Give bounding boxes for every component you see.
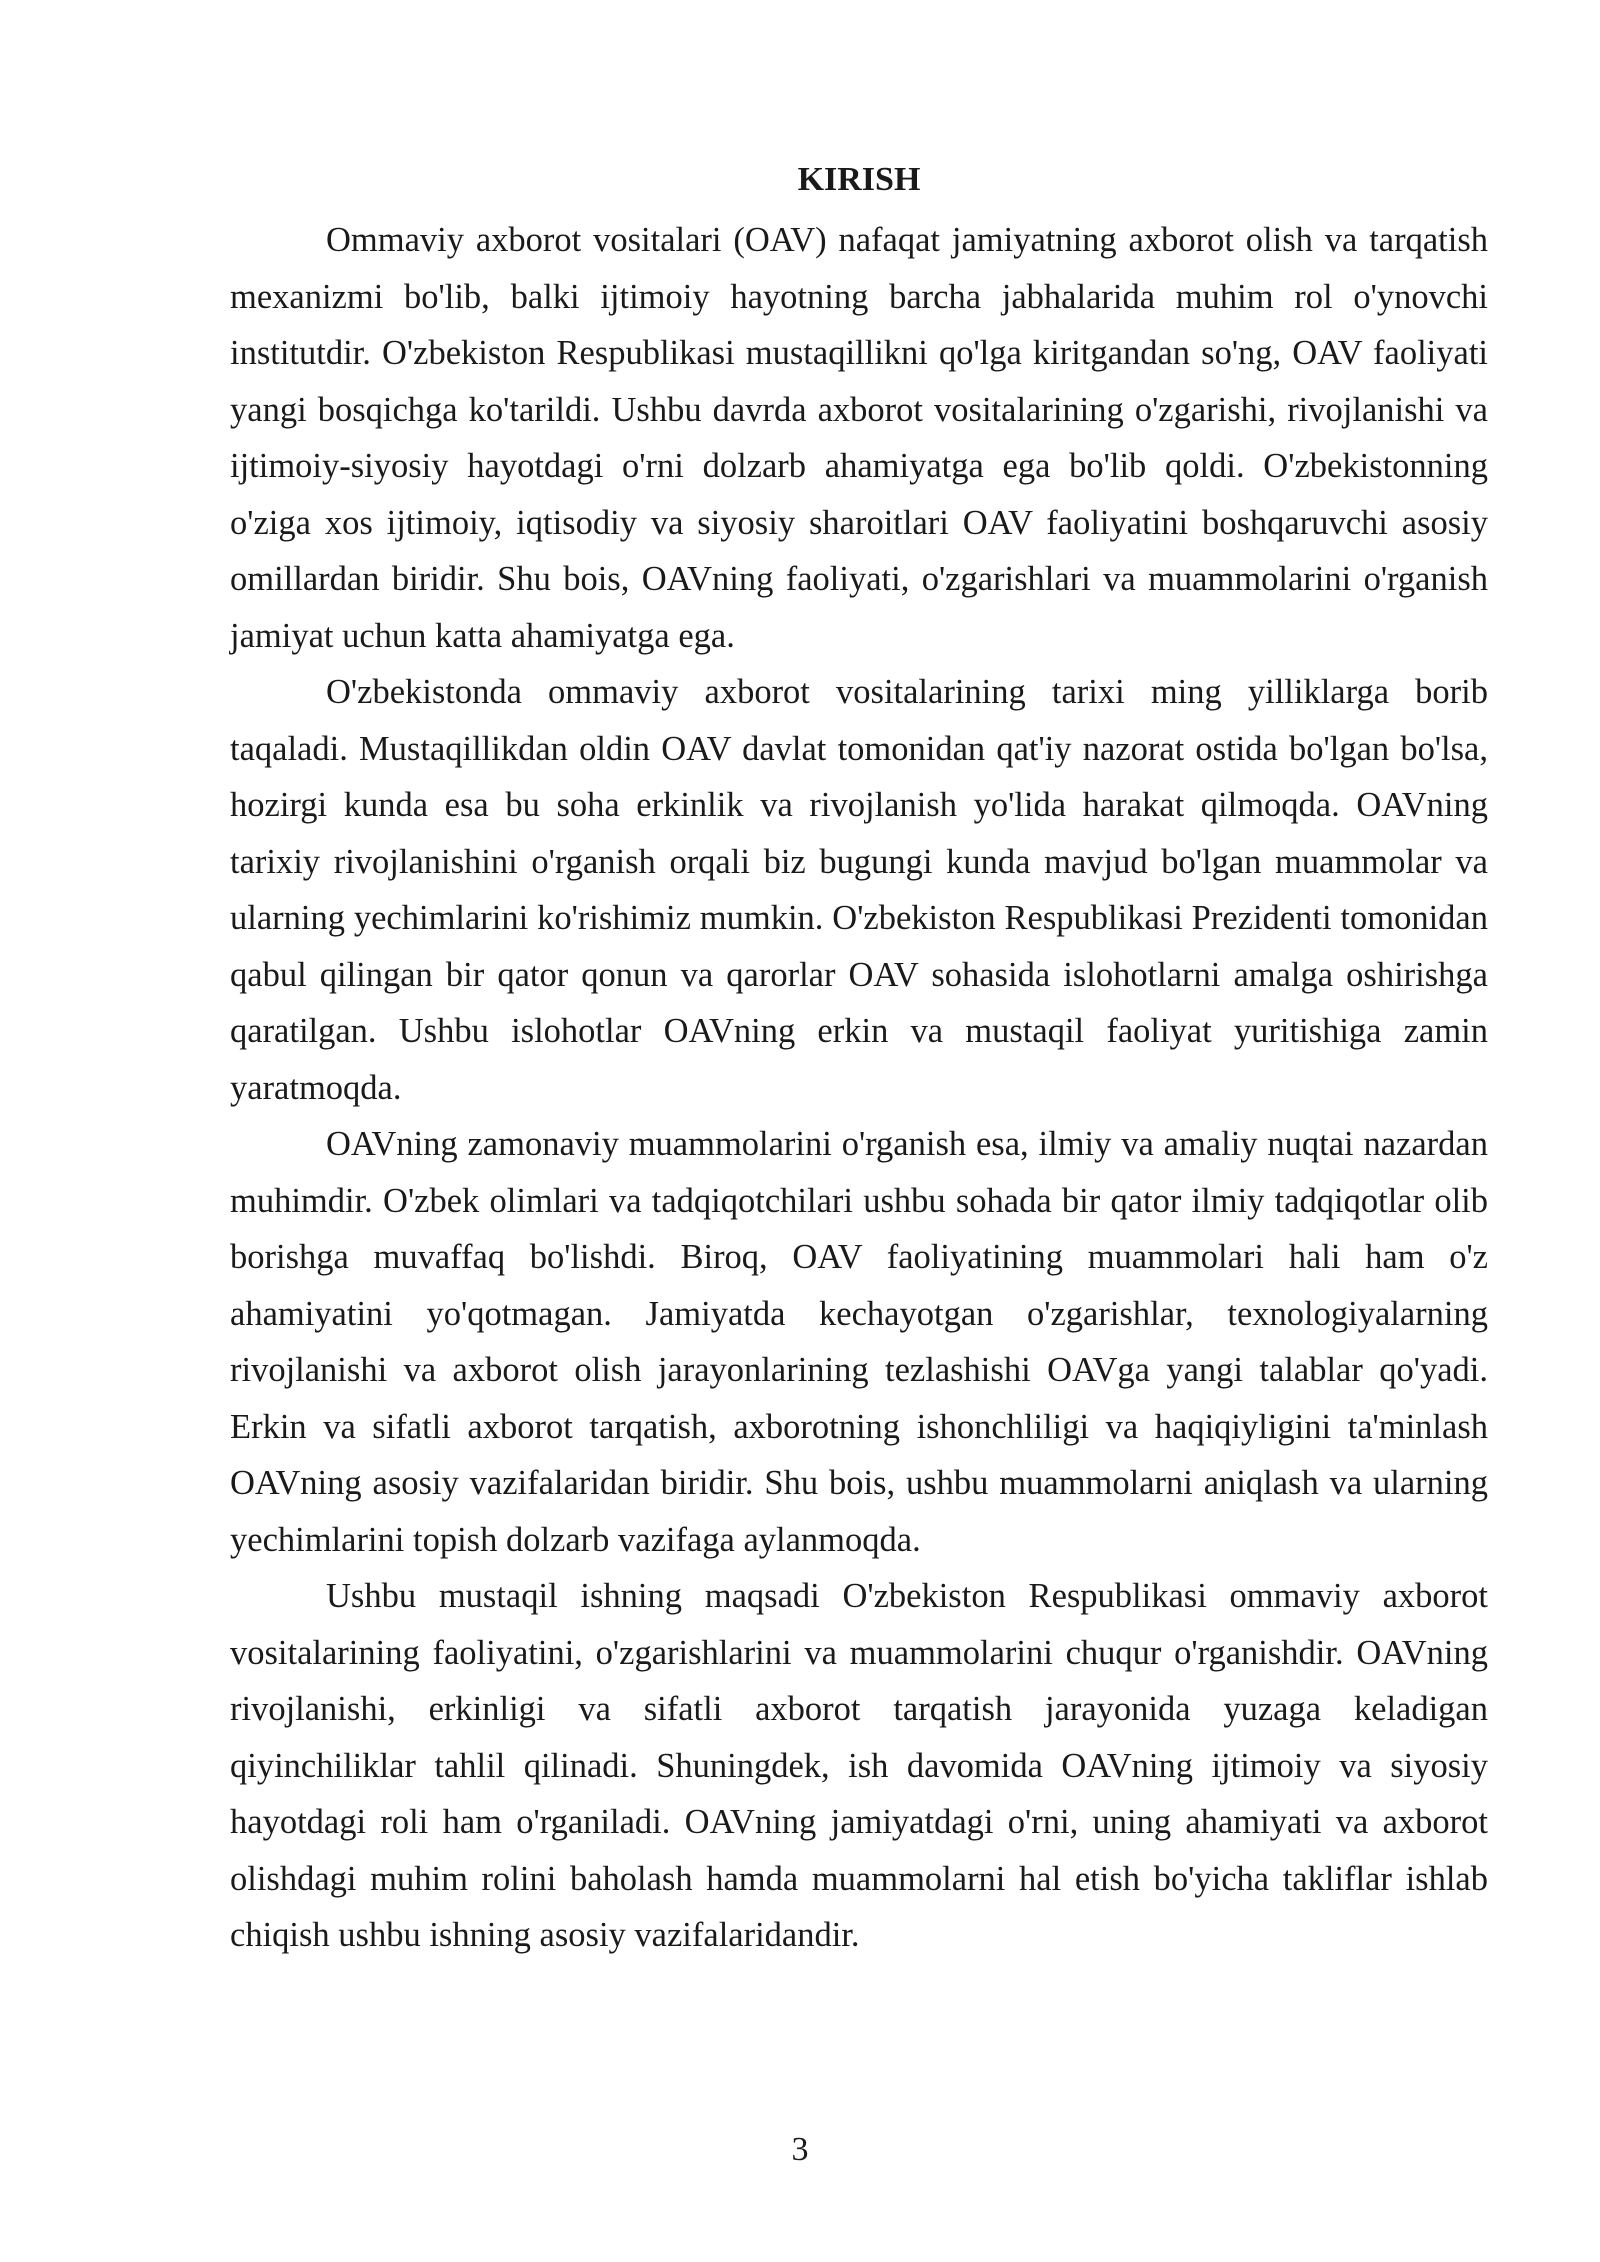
page-number: 3 xyxy=(791,2131,809,2168)
page-title: KIRISH xyxy=(797,161,921,198)
document-page xyxy=(230,160,1488,1964)
paragraph-1: Ommaviy axborot vositalari (OAV) nafaqat jamiyatning axborot olish va tarqatish mexanizmi bo'lib, balki ijtimoiy hayotning barcha jabhalarida muhim rol o'ynovchi institutdir. O'zbekiston Respublikasi mustaqillikni qo'lga kiritgandan so'ng, OAV faoliyati yangi bosqichga ko'tarildi. Ushbu davrda axborot vositalarining o'zgarishi, rivojlanishi va ijtimoiy-siyosiy hayotdagi o'rni dolzarb ahamiyatga ega bo'lib qoldi. O'zbekistonning o'ziga xos ijtimoiy, iqtisodiy va siyosiy sharoitlari OAV faoliyatini boshqaruvchi asosiy omillardan biridir. Shu bois, OAVning faoliyati, o'zgarishlari va muammolarini o'rganish jamiyat uchun katta ahamiyatga ega. xyxy=(230,221,1488,655)
paragraph-4: Ushbu mustaqil ishning maqsadi O'zbekiston Respublikasi ommaviy axborot vositalarining faoliyatini, o'zgarishlarini va muammolarini chuqur o'rganishdir. OAVning rivojlanishi, erkinligi va sifatli axborot tarqatish jarayonida yuzaga keladigan qiyinchiliklar tahlil qilinadi. Shuningdek, ish davomida OAVning ijtimoiy va siyosiy hayotdagi roli ham o'rganiladi. OAVning jamiyatdagi o'rni, uning ahamiyati va axborot olishdagi muhim rolini baholash hamda muammolarni hal etish bo'yicha takliflar ishlab chiqish ushbu ishning asosiy vazifalaridandir. xyxy=(230,1577,1488,1954)
paragraph-3: OAVning zamonaviy muammolarini o'rganish esa, ilmiy va amaliy nuqtai nazardan muhimdir. O'zbek olimlari va tadqiqotchilari ushbu sohada bir qator ilmiy tadqiqotlar olib borishga muvaffaq bo'lishdi. Biroq, OAV faoliyatining muammolari hali ham o'z ahamiyatini yo'qotmagan. Jamiyatda kechayotgan o'zgarishlar, texnologiyalarning rivojlanishi va axborot olish jarayonlarining tezlashishi OAVga yangi talablar qo'yadi. Erkin va sifatli axborot tarqatish, axborotning ishonchliligi va haqiqiyligini ta'minlash OAVning asosiy vazifalaridan biridir. Shu bois, ushbu muammolarni aniqlash va ularning yechimlarini topish dolzarb vazifaga aylanmoqda. xyxy=(230,1125,1488,1559)
paragraph-2: O'zbekistonda ommaviy axborot vositalarining tarixi ming yilliklarga borib taqaladi. Mustaqillikdan oldin OAV davlat tomonidan qat'iy nazorat ostida bo'lgan bo'lsa, hozirgi kunda esa bu soha erkinlik va rivojlanish yo'lida harakat qilmoqda. OAVning tarixiy rivojlanishini o'rganish orqali biz bugungi kunda mavjud bo'lgan muammolar va ularning yechimlarini ko'rishimiz mumkin. O'zbekiston Respublikasi Prezidenti tomonidan qabul qilingan bir qator qonun va qarorlar OAV sohasida islohotlarni amalga oshirishga qaratilgan. Ushbu islohotlar OAVning erkin va mustaqil faoliyat yuritishiga zamin yaratmoqda. xyxy=(230,673,1488,1107)
